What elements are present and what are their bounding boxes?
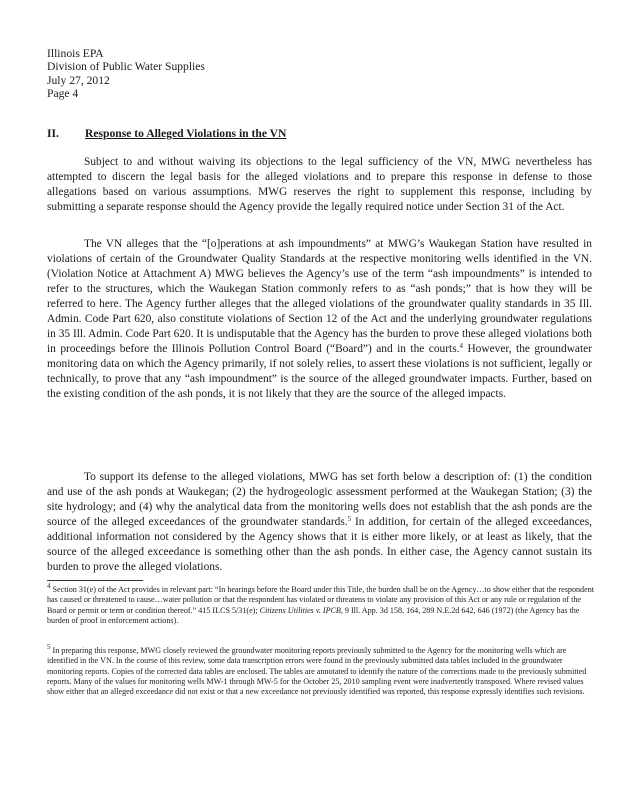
footnote-5-text: In preparing this response, MWG closely reviewed the groundwater monitoring reports previously submitted to the Agency for the monitoring wells which are identified in the VN. In the course of this review, some data transcription errors were found in the previously submitted data tables included in the groundwater monitoring reports. Copies of the corrected data tables are enclosed. The tables are annotated to identify the nature of the corrections made to the previously submitted reports. Many of the values for monitoring wells MW-1 through MW-5 for the October 25, 2010 sampling event were inadvertently transposed. Where revised values show either that an alleged exceedance did not exist or that a new exceedance not previously identified was reported, this response expressly identifies such revisions. xyxy=(47,646,587,697)
paragraph-2 xyxy=(47,237,592,403)
footnote-4-case-name: Citizens Utilities v. IPCB xyxy=(259,605,341,615)
footnote-5 xyxy=(47,643,595,698)
paragraph-3-text-b: In addition, for certain of the alleged exceedances, additional information not considered by the Agency shows that it is either more likely, or at least as likely, that the source of the alleged exceedance is something other than the ash ponds. In either case, the Agency cannot sustain its burden to prove the alleged violations. xyxy=(47,516,592,574)
header-page-number: Page 4 xyxy=(47,87,79,101)
paragraph-3-text-a: To support its defense to the alleged violations, MWG has set forth below a description of: (1) the condition and use of the ash ponds at Waukegan; (2) the hydrogeologic assessment performed at the Waukegan Station; (3) the site hydrology; and (4) why the analytical data from the monitoring wells does not establish that the ash ponds are the source of the alleged exceedances of the groundwater standards. xyxy=(47,471,592,529)
header-recipient: Illinois EPA xyxy=(47,47,104,60)
section-heading xyxy=(47,127,286,140)
footnote-ref-5: 5 xyxy=(347,515,352,524)
header-date: July 27, 2012 xyxy=(47,73,110,87)
section-number: II. xyxy=(47,127,59,140)
footnote-divider xyxy=(47,580,143,581)
footnote-5-mark: 5 xyxy=(47,643,51,651)
paragraph-3 xyxy=(47,470,592,575)
footnote-4 xyxy=(47,582,595,626)
footnote-4-text-a: Section 31(e) of the Act provides in relevant part: “In hearings before the Board under this Title, the burden shall be on the Agency…to show either that the respondent has caused or threatened to cause…water pollution or that the respondent has violated or threatens to violate any provision of this Act or any rule or regulation of the Board or permit or term or condition thereof.” 415 ILCS 5/31(e); xyxy=(47,585,594,615)
section-title: Response to Alleged Violations in the VN xyxy=(85,127,287,140)
letter-header xyxy=(47,47,205,101)
footnote-ref-4: 4 xyxy=(459,342,463,351)
paragraph-1: Subject to and without waiving its objections to the legal sufficiency of the VN, MWG nevertheless has attempted to discern the legal basis for the alleged violations and to prepare this response in defense to those allegations based on various assumptions. MWG reserves the right to supplement this response, including by submitting a separate response should the Agency provide the legally required notice under Section 31 of the Act. xyxy=(47,156,592,214)
paragraph-2-text-a: The VN alleges that the “[o]perations at ash impoundments” at MWG’s Waukegan Station have resulted in violations of certain of the Groundwater Quality Standards at the respective monitoring wells identified in the VN. (Violation Notice at Attachment A) MWG believes the Agency’s use of the term “ash impoundments” is intended to refer to the structures, which the Waukegan Station commonly refers to as “ash ponds;” that is how they will be referred to here. The Agency further alleges that the alleged violations of the groundwater quality standards in 35 Ill. Admin. Code Part 620, also constitute violations of Section 12 of the Act and the underlying groundwater regulations in 35 Ill. Admin. Code Part 620. It is undisputable that the Agency has the burden to prove these alleged violations both in proceedings before the Illinois Pollution Control Board (“Board”) and in the courts. xyxy=(47,238,592,356)
footnote-4-mark: 4 xyxy=(47,582,51,590)
footnote-4-text-b: , 9 Ill. App. 3d 158, 164, 289 N.E.2d 642, 646 (1972) (the Agency has the burden of proof in enforcement actions). xyxy=(47,605,580,626)
paragraph-2-text-b: However, the groundwater monitoring data on which the Agency primarily, if not solely relies, to assert these violations is not sufficient, legally or technically, to prove that any “ash impoundment” is the source of the alleged groundwater impacts. Further, based on the existing condition of the ash ponds, it is not likely that they are the source of the alleged impacts. xyxy=(47,343,592,401)
header-division: Division of Public Water Supplies xyxy=(47,60,205,74)
